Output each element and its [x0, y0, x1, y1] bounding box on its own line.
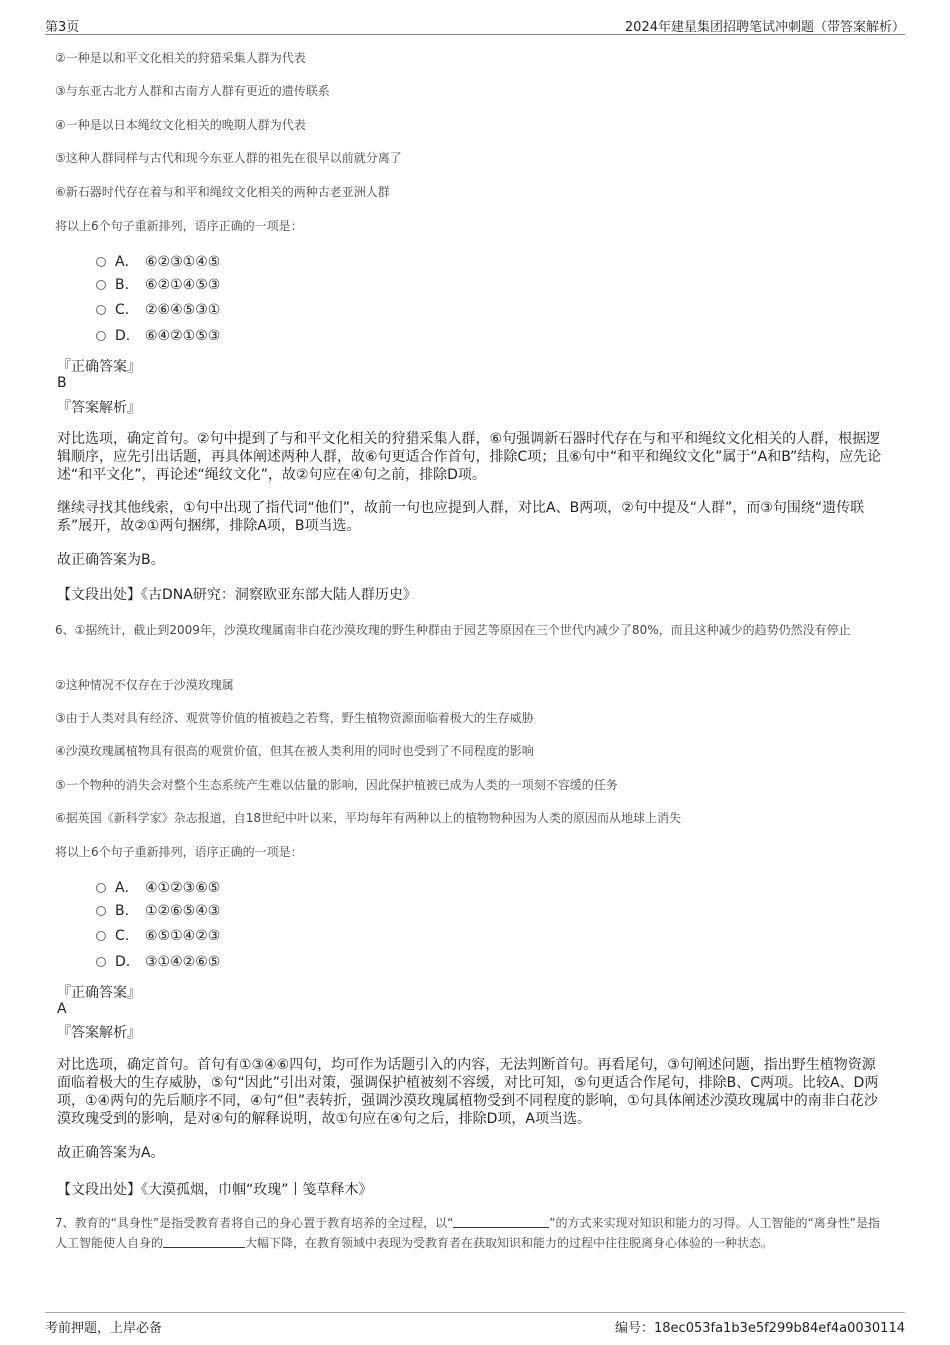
q5-prompt: 将以上6个句子重新排列，语序正确的一项是：: [55, 219, 303, 233]
page-number: 第3页: [45, 20, 80, 35]
radio-icon[interactable]: [96, 957, 106, 967]
q6-answer: A: [57, 1001, 67, 1017]
option-text: ④①②③⑥⑤: [145, 880, 221, 896]
q5-option-b[interactable]: [96, 277, 220, 293]
q6-statement: ④沙漠玫瑰属植物具有很高的观赏价值，但其在被人类利用的同时也受到了不同程度的影响: [55, 744, 534, 758]
document-serial: 编号：18ec053fa1b3e5f299b84ef4a0030114: [615, 1321, 905, 1336]
q5-option-d[interactable]: [96, 328, 220, 344]
radio-icon[interactable]: [96, 331, 106, 341]
footer-slogan: 考前押题，上岸必备: [45, 1321, 163, 1336]
option-letter: B.: [115, 903, 130, 919]
radio-icon[interactable]: [96, 931, 106, 941]
page-footer: [45, 1312, 905, 1337]
option-letter: B.: [115, 277, 130, 293]
option-letter: C.: [115, 302, 130, 318]
q6-statement: ⑤一个物种的消失会对整个生态系统产生难以估量的影响，因此保护植被已成为人类的一项刻不容缓的任务: [55, 778, 618, 792]
q6-answer-label: 『正确答案』: [57, 985, 141, 1001]
q5-statement: ⑤这种人群同样与古代和现今东亚人群的祖先在很早以前就分离了: [55, 151, 402, 165]
q5-statement: ②一种是以和平文化相关的狩猎采集人群为代表: [55, 51, 306, 65]
q6-explain-paragraph: 对比选项，确定首句。首句有①③④⑥四句，均可作为话题引入的内容，无法判断首句。再看尾句，③句阐述问题，指出野生植物资源面临着极大的生存威胁，⑤句“因此”引出对策，强调保护植被刻不容缓，对比可知，⑤句更适合作尾句，排除B、C两项。比较A、D两项，①④两句的先后顺序不同，④句“但”表转折，强调沙漠玫瑰属植物受到不同程度的影响，①句具体阐述沙漠玫瑰属中的南非白花沙漠玫瑰受到的影响，是对④句的解释说明，故①句应在④句之后，排除D项，A项当选。: [57, 1057, 879, 1127]
option-letter: C.: [115, 928, 130, 944]
q5-statement: ⑥新石器时代存在着与和平和绳纹文化相关的两种古老亚洲人群: [55, 185, 390, 199]
q5-explain-label: 『答案解析』: [57, 400, 141, 416]
option-letter: A．: [115, 880, 139, 896]
q6-source: 【文段出处】《大漠孤烟，巾帼“玫瑰”丨笺草释木》: [57, 1182, 373, 1198]
radio-icon[interactable]: [96, 883, 106, 893]
q5-explain-paragraph: 对比选项，确定首句。②句中提到了与和平文化相关的狩猎采集人群，⑥句强调新石器时代存在与和平和绳纹文化相关的人群，根据逻辑顺序，应先引出话题，再具体阐述两种人群，故⑥句更适合作首句，排除C项；且⑥句中“和平和绳纹文化”属于“A和B”结构，应先论述“和平文化”，再论述“绳纹文化”，故②句应在④句之前，排除D项。: [57, 431, 882, 483]
q5-statement: ④一种是以日本绳纹文化相关的晚期人群为代表: [55, 118, 306, 132]
q5-option-c[interactable]: [96, 302, 220, 318]
option-letter: D.: [115, 954, 131, 970]
q7-blank-2[interactable]: [163, 1235, 245, 1248]
q6-prompt: 将以上6个句子重新排列，语序正确的一项是：: [55, 845, 303, 859]
q5-statement: ③与东亚古北方人群和古南方人群有更近的遗传联系: [55, 84, 330, 98]
option-text: ⑥⑤①④②③: [145, 928, 221, 944]
option-letter: D.: [115, 328, 131, 344]
q7-blank-1[interactable]: [453, 1215, 549, 1228]
q5-option-a[interactable]: [96, 251, 220, 271]
q6-explain-label: 『答案解析』: [57, 1025, 141, 1041]
option-text: ③①④②⑥⑤: [145, 954, 221, 970]
radio-icon[interactable]: [96, 280, 106, 290]
radio-icon[interactable]: [96, 906, 106, 916]
q6-intro: 6、①据统计，截止到2009年，沙漠玫瑰属南非白花沙漠玫瑰的野生种群由于园艺等原因在三个世代内减少了80%，而且这种减少的趋势仍然没有停止: [55, 623, 851, 637]
q5-source: 【文段出处】《古DNA研究：洞察欧亚东部大陆人群历史》: [57, 587, 417, 603]
q5-answer: B: [57, 375, 67, 391]
q5-conclusion: 故正确答案为B。: [57, 552, 165, 568]
q7-text-1: 7、教育的“具身性”是指受教育者将自己的身心置于教育培养的全过程，以“: [55, 1216, 454, 1230]
q6-statement: ③由于人类对具有经济、观赏等价值的植被趋之若骛，野生植物资源面临着极大的生存威胁: [55, 711, 534, 725]
q6-statement: ⑥据英国《新科学家》杂志报道，自18世纪中叶以来，平均每年有两种以上的植物物种因为人类的原因而从地球上消失: [55, 811, 682, 825]
q6-option-b[interactable]: [96, 903, 220, 919]
q5-explain-paragraph: 继续寻找其他线索，①句中出现了指代词“他们”，故前一句也应提到人群，对比A、B两项，②句中提及“人群”，而③句围绕“遗传联系”展开，故②①两句捆绑，排除A项，B项当选。: [57, 500, 865, 534]
option-text: ⑥④②①⑤③: [145, 328, 221, 344]
radio-icon[interactable]: [96, 257, 106, 267]
option-text: ⑥②①④⑤③: [145, 277, 221, 293]
q6-option-d[interactable]: [96, 954, 220, 970]
q7-text-3: 大幅下降，在教育领域中表现为受教育者在获取知识和能力的过程中往往脱离身心体验的一种状态。: [245, 1236, 774, 1250]
option-text: ①②⑥⑤④③: [145, 903, 221, 919]
q6-option-a[interactable]: [96, 877, 220, 897]
q7-text-2: ”的方式来实现对知识和能力的习得。人工智能的“离身性”是指人工智能使人自身的: [55, 1216, 880, 1250]
document-title: 2024年建星集团招聘笔试冲刺题（带答案解析）: [624, 20, 905, 35]
option-text: ⑥②③①④⑤: [145, 254, 221, 270]
q6-option-c[interactable]: [96, 928, 220, 944]
option-letter: A．: [115, 254, 139, 270]
q7-question: [55, 1213, 885, 1253]
radio-icon[interactable]: [96, 305, 106, 315]
q6-statement: ②这种情况不仅存在于沙漠玫瑰属: [55, 678, 234, 692]
option-text: ②⑥④⑤③①: [145, 302, 221, 318]
q6-conclusion: 故正确答案为A。: [57, 1145, 165, 1161]
q5-answer-label: 『正确答案』: [57, 359, 141, 375]
